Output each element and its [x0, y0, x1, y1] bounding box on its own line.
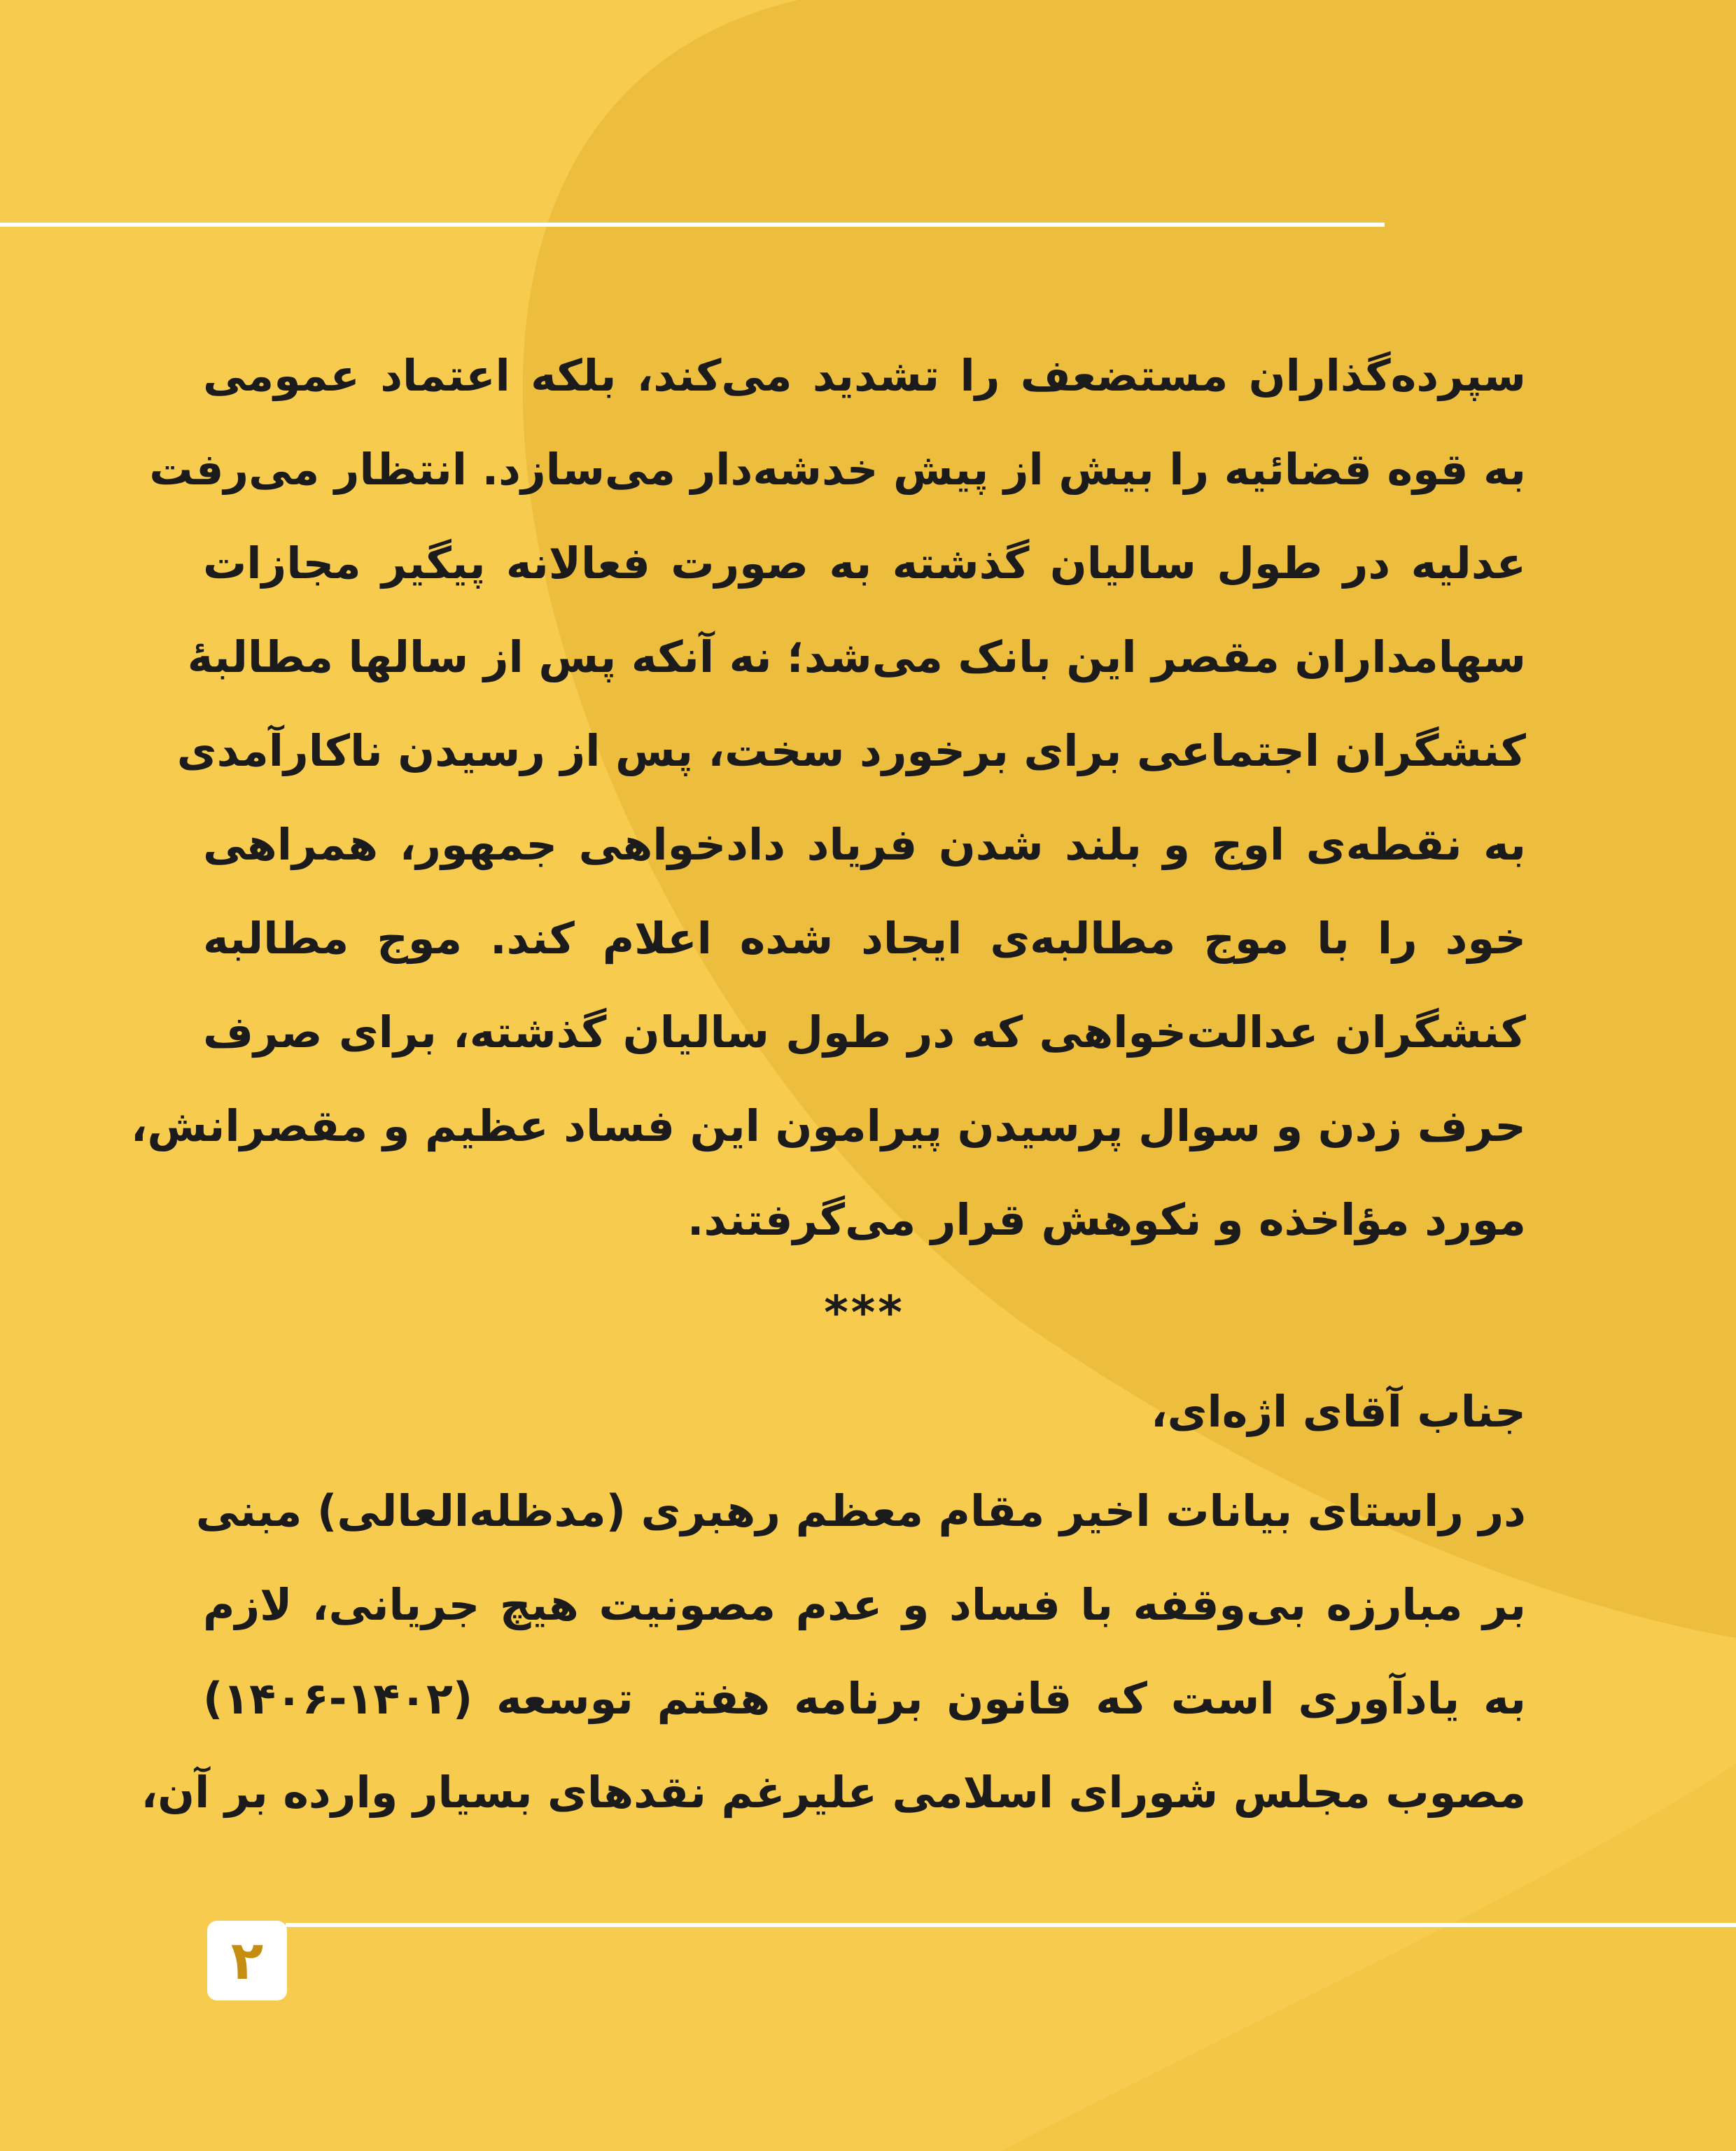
text-line: عدلیه در طول سالیان گذشته به صورت فعالانه پیگیر مجازات	[203, 538, 1526, 589]
text-line: مورد مؤاخذه و نکوهش قرار می‌گرفتند.	[687, 1194, 1526, 1245]
text-line: کنشگران اجتماعی برای برخورد سخت، پس از رسیدن ناکارآمدی	[176, 725, 1526, 776]
page-number: ۲	[230, 1929, 264, 1991]
greeting-line: جناب آقای اژه‌ای،	[1151, 1386, 1526, 1437]
text-line: به قوه قضائیه را بیش از پیش خدشه‌دار می‌سازد. انتظار می‌رفت	[149, 444, 1526, 495]
section-separator: ***	[824, 1286, 905, 1340]
text-line: به یادآوری است که قانون برنامه هفتم توسعه (۱۴۰۲-۱۴۰۶)	[203, 1673, 1526, 1724]
text-line: در راستای بیانات اخیر مقام معظم رهبری (مدظله‌العالی) مبنی	[195, 1485, 1526, 1536]
text-line: بر مبارزه بی‌وقفه با فساد و عدم مصونیت هیچ جریانی، لازم	[203, 1579, 1526, 1630]
text-line: حرف زدن و سوال پرسیدن پیرامون این فساد عظیم و مقصرانش،	[130, 1100, 1526, 1151]
bottom-divider-line	[286, 1923, 1736, 1927]
text-line: سهامداران مقصر این بانک می‌شد؛ نه آنکه پس از سالها مطالبهٔ	[187, 631, 1526, 682]
paragraph-1	[130, 329, 1526, 1267]
top-divider-line	[0, 223, 1385, 227]
text-line: به نقطه‌ی اوج و بلند شدن فریاد دادخواهی جمهور، همراهی	[203, 819, 1526, 870]
text-line: سپرده‌گذاران مستضعف را تشدید می‌کند، بلکه اعتماد عمومی	[203, 350, 1526, 401]
text-line: مصوب مجلس شورای اسلامی علیرغم نقدهای بسیار وارده بر آن،	[141, 1767, 1526, 1818]
paragraph-2	[141, 1464, 1526, 1840]
text-line: کنشگران عدالت‌خواهی که در طول سالیان گذشته، برای صرف	[203, 1007, 1526, 1058]
page-number-box	[207, 1921, 287, 2001]
page-content	[130, 329, 1526, 1840]
text-line: خود را با موج مطالبه‌ی ایجاد شده اعلام کند. موج مطالبه	[203, 913, 1526, 964]
